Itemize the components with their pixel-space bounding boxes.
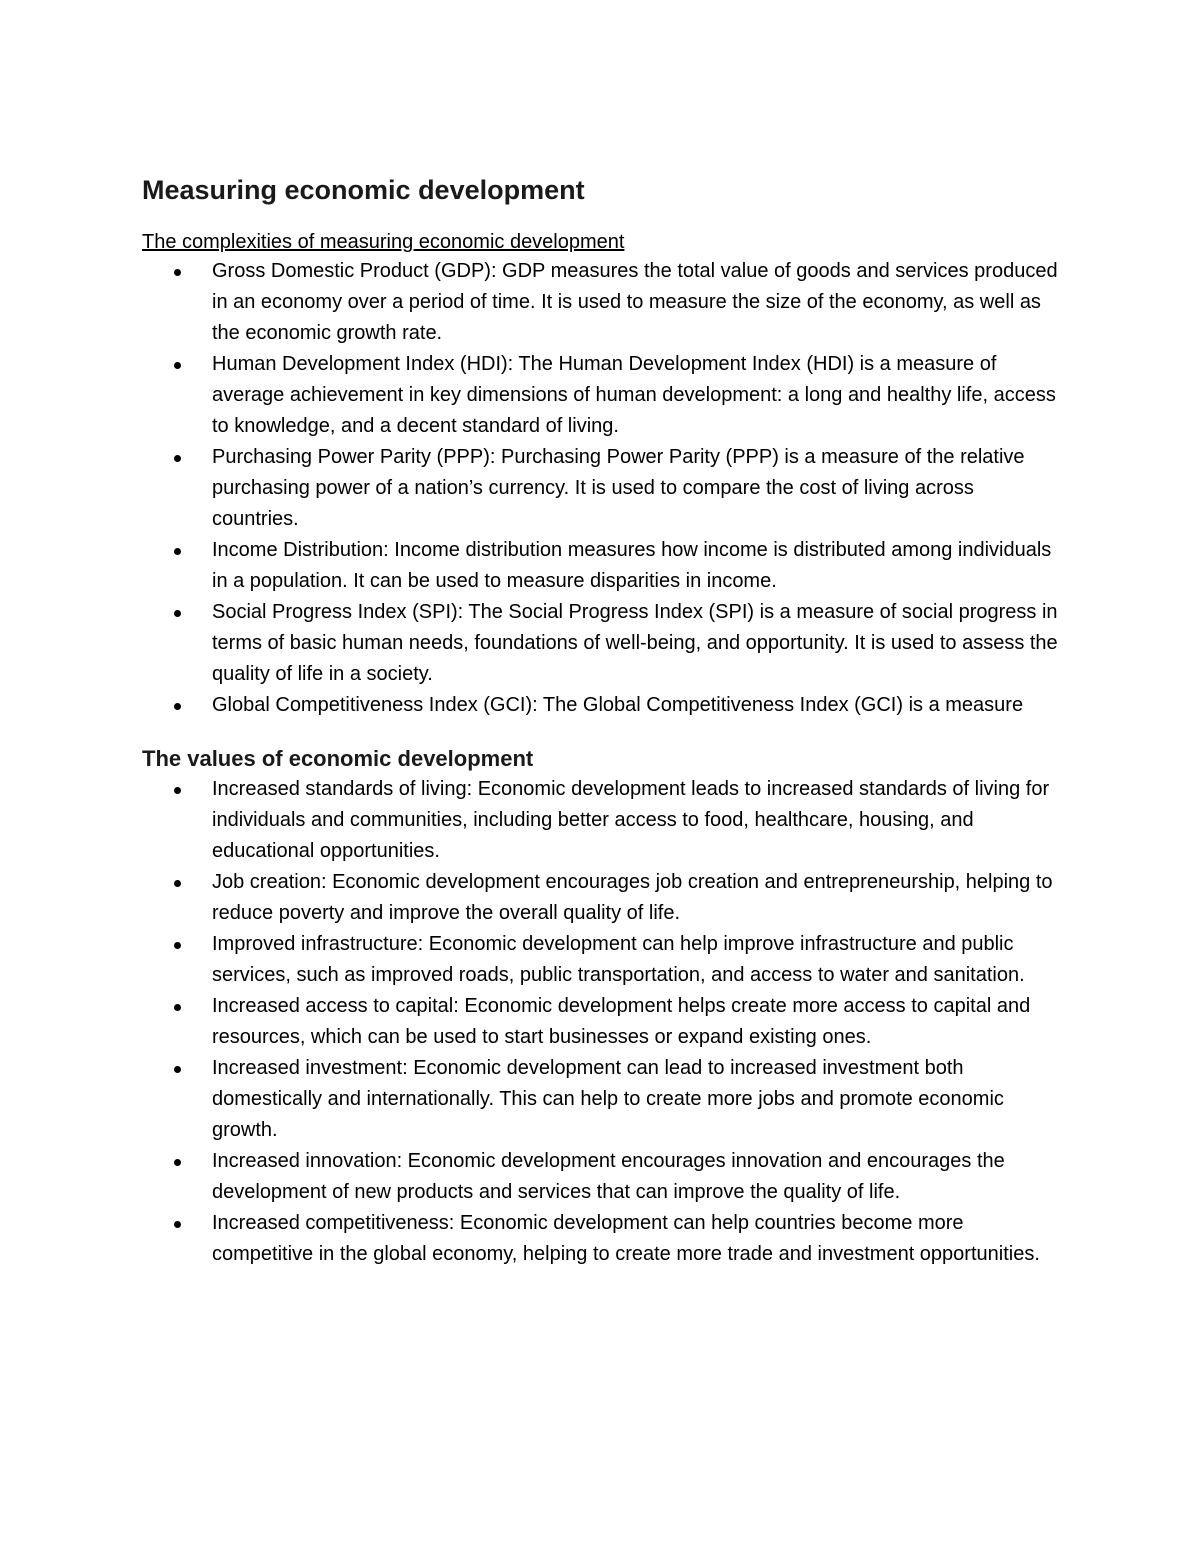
list-item-text: Increased investment: Economic development can lead to increased investment both domestically and internationally. This can help to create more jobs and promote economic growth. bbox=[212, 1057, 1004, 1141]
list-item-text: Increased standards of living: Economic development leads to increased standards of living for individuals and communities, including better access to food, healthcare, housing, and educational opportunities. bbox=[212, 778, 1050, 862]
bullet-icon bbox=[174, 787, 181, 794]
list-item bbox=[142, 929, 1062, 991]
list-item-text: Improved infrastructure: Economic development can help improve infrastructure and public services, such as improved roads, public transportation, and access to water and sanitation. bbox=[212, 933, 1025, 986]
list-item bbox=[142, 535, 1062, 597]
list-item-text: Increased competitiveness: Economic development can help countries become more competitive in the global economy, helping to create more trade and investment opportunities. bbox=[212, 1212, 1040, 1265]
list-item-text: Job creation: Economic development encourages job creation and entrepreneurship, helping to reduce poverty and improve the overall quality of life. bbox=[212, 871, 1053, 924]
list-item bbox=[142, 690, 1062, 721]
list-item bbox=[142, 349, 1062, 442]
document-title: Measuring economic development bbox=[142, 175, 585, 205]
bullet-icon bbox=[174, 610, 181, 617]
list-item bbox=[142, 1053, 1062, 1146]
bullet-icon bbox=[174, 1221, 181, 1228]
list-item bbox=[142, 991, 1062, 1053]
section-two-list bbox=[142, 774, 1062, 1270]
list-item bbox=[142, 442, 1062, 535]
list-item-text: Social Progress Index (SPI): The Social Progress Index (SPI) is a measure of social progress in terms of basic human needs, foundations of well-being, and opportunity. It is used to assess the quality of life in a society. bbox=[212, 601, 1058, 685]
list-item bbox=[142, 256, 1062, 349]
document-page bbox=[142, 172, 1062, 1270]
list-item bbox=[142, 867, 1062, 929]
section-two-heading: The values of economic development bbox=[142, 746, 534, 771]
list-item-text: Increased access to capital: Economic development helps create more access to capital and resources, which can be used to start businesses or expand existing ones. bbox=[212, 995, 1031, 1048]
list-item bbox=[142, 1208, 1062, 1270]
section-one-heading: The complexities of measuring economic development bbox=[142, 231, 625, 253]
list-item-text: Increased innovation: Economic development encourages innovation and encourages the development of new products and services that can improve the quality of life. bbox=[212, 1150, 1005, 1203]
bullet-icon bbox=[174, 362, 181, 369]
bullet-icon bbox=[174, 1004, 181, 1011]
bullet-icon bbox=[174, 1066, 181, 1073]
section-two bbox=[142, 744, 1062, 1270]
section-one-list bbox=[142, 256, 1062, 721]
bullet-icon bbox=[174, 1159, 181, 1166]
list-item-text: Human Development Index (HDI): The Human Development Index (HDI) is a measure of average achievement in key dimensions of human development: a long and healthy life, access to knowledge, and a decent standard of living. bbox=[212, 353, 1056, 437]
bullet-icon bbox=[174, 548, 181, 555]
list-item bbox=[142, 1146, 1062, 1208]
bullet-icon bbox=[174, 455, 181, 462]
bullet-icon bbox=[174, 942, 181, 949]
bullet-icon bbox=[174, 269, 181, 276]
bullet-icon bbox=[174, 703, 181, 710]
list-item bbox=[142, 774, 1062, 867]
bullet-icon bbox=[174, 880, 181, 887]
list-item-text: Global Competitiveness Index (GCI): The Global Competitiveness Index (GCI) is a measure bbox=[212, 694, 1024, 716]
list-item-text: Gross Domestic Product (GDP): GDP measures the total value of goods and services produced in an economy over a period of time. It is used to measure the size of the economy, as well as the economic growth rate. bbox=[212, 260, 1058, 344]
list-item-text: Income Distribution: Income distribution measures how income is distributed among individuals in a population. It can be used to measure disparities in income. bbox=[212, 539, 1052, 592]
list-item bbox=[142, 597, 1062, 690]
list-item-text: Purchasing Power Parity (PPP): Purchasing Power Parity (PPP) is a measure of the relative purchasing power of a nation’s currency. It is used to compare the cost of living across countries. bbox=[212, 446, 1025, 530]
